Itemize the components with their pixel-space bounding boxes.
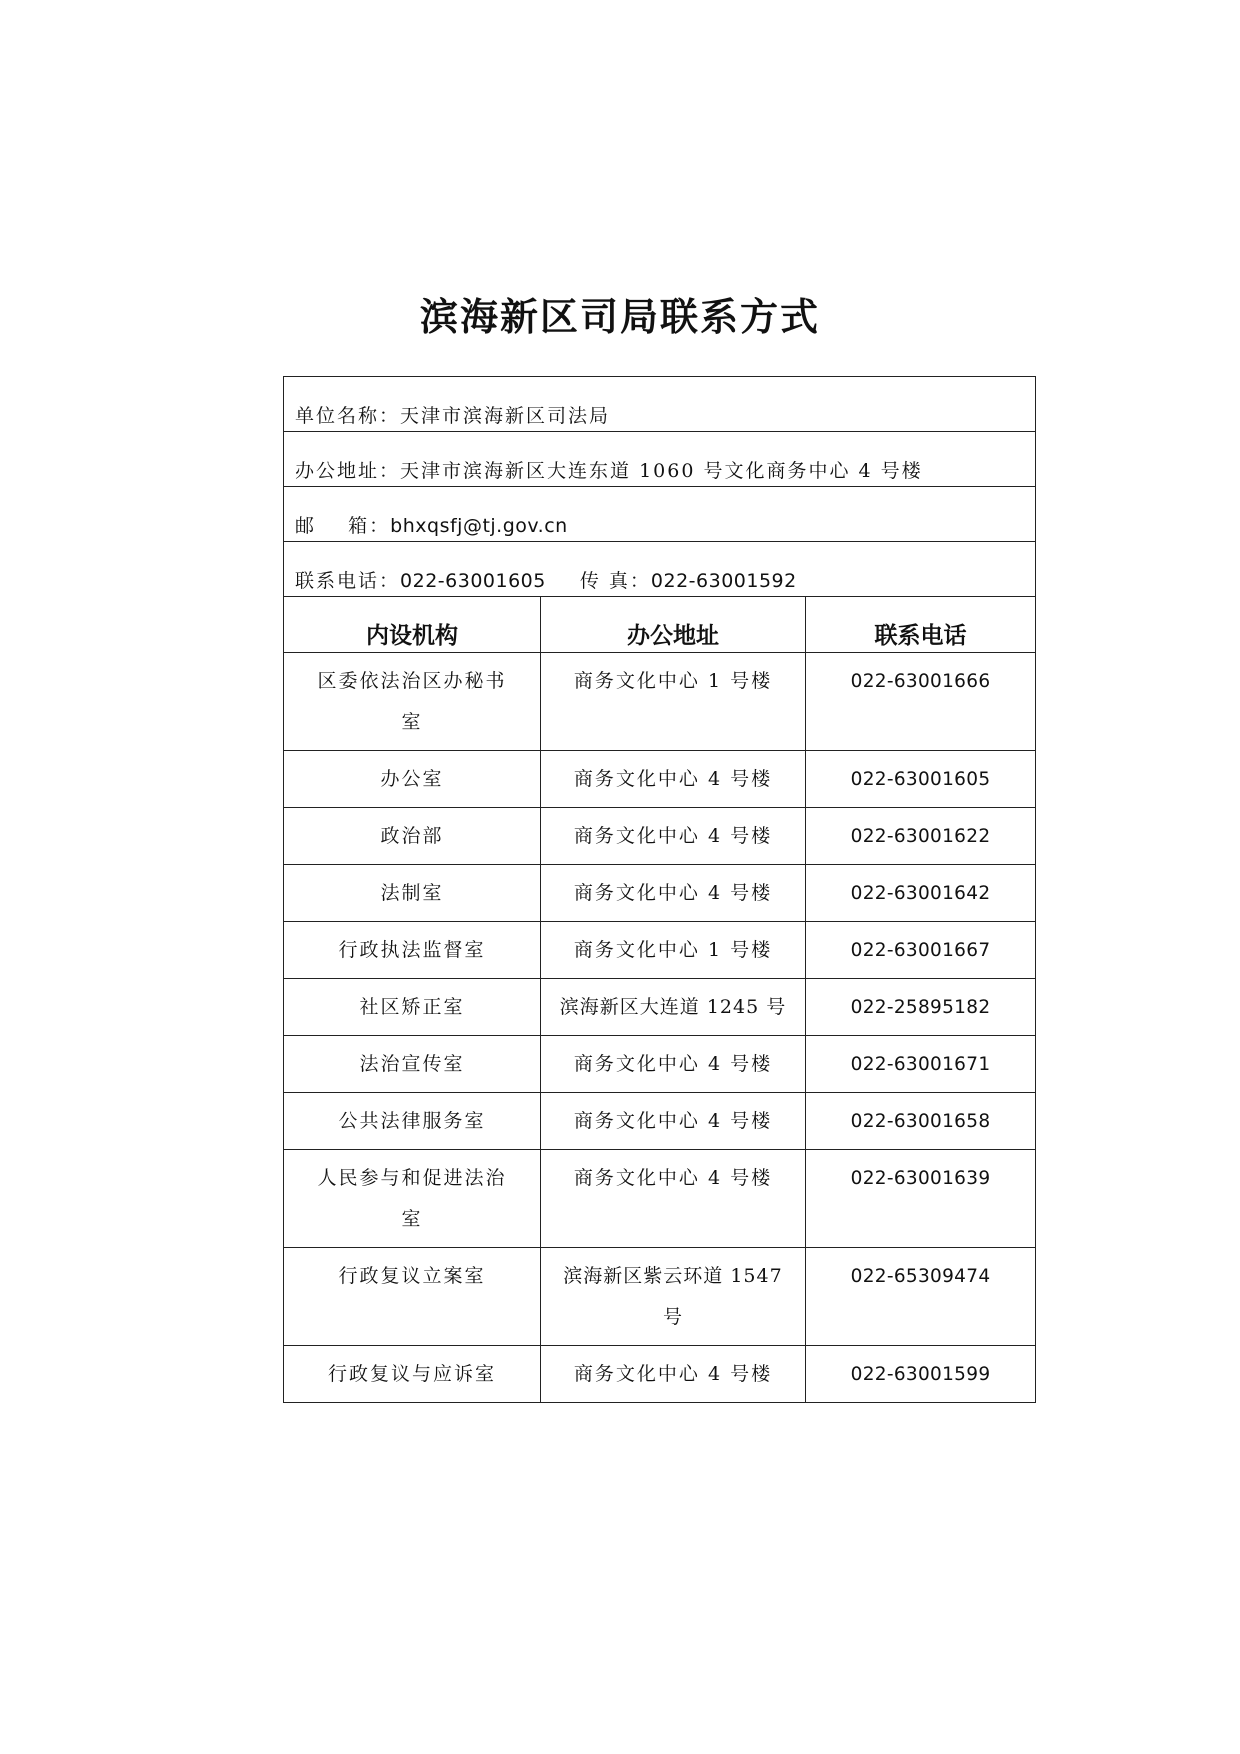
header-row	[284, 597, 1036, 653]
email-row	[284, 487, 1036, 542]
phone-number: 022-63001642	[806, 865, 1036, 922]
address-value-num: 1060	[639, 460, 696, 482]
address-cell: 滨海新区大连道 1245 号	[541, 979, 806, 1036]
dept-name: 公共法律服务室	[284, 1093, 541, 1150]
email-label: 邮 箱：	[295, 515, 391, 537]
table-row	[284, 751, 1036, 808]
table-row	[284, 865, 1036, 922]
dept-name: 人民参与和促进法治室	[317, 1167, 507, 1230]
phone-cell	[284, 542, 1036, 597]
phone-number: 022-63001671	[806, 1036, 1036, 1093]
table-row	[284, 979, 1036, 1036]
contact-table	[283, 376, 1036, 1403]
table-row	[284, 922, 1036, 979]
address-cell: 商务文化中心 4 号楼	[541, 1346, 806, 1403]
address-cell	[541, 1248, 806, 1346]
dept-name: 法治宣传室	[284, 1036, 541, 1093]
unit-label: 单位名称：	[295, 405, 401, 427]
header-phone: 联系电话	[806, 597, 1036, 653]
phone-number: 022-63001666	[806, 653, 1036, 751]
address-cell	[284, 432, 1036, 487]
address-label: 办公地址：	[295, 460, 401, 482]
dept-name: 社区矫正室	[284, 979, 541, 1036]
phone-number: 022-63001599	[806, 1346, 1036, 1403]
phone-row	[284, 542, 1036, 597]
address-cell: 商务文化中心 4 号楼	[541, 1150, 806, 1248]
address-cell: 商务文化中心 4 号楼	[541, 865, 806, 922]
fax-label: 传 真：	[579, 570, 651, 592]
table-row	[284, 653, 1036, 751]
dept-name: 法制室	[284, 865, 541, 922]
table-row	[284, 1248, 1036, 1346]
page-title: 滨海新区司局联系方式	[419, 295, 820, 339]
email-cell	[284, 487, 1036, 542]
dept-cell	[284, 653, 541, 751]
phone-number: 022-63001622	[806, 808, 1036, 865]
table-row	[284, 1036, 1036, 1093]
phone-number: 022-25895182	[806, 979, 1036, 1036]
table-row	[284, 1150, 1036, 1248]
phone-value: 022-63001605	[400, 570, 546, 592]
fax-value: 022-63001592	[650, 570, 797, 592]
dept-name: 区委依法治区办秘书室	[317, 670, 507, 733]
address-text: 滨海新区紫云环道 1547 号	[563, 1265, 783, 1328]
email-value[interactable]: bhxqsfj@tj.gov.cn	[390, 515, 568, 537]
table-row	[284, 1093, 1036, 1150]
address-cell: 商务文化中心 4 号楼	[541, 808, 806, 865]
address-value-c: 号楼	[872, 460, 923, 482]
unit-cell	[284, 377, 1036, 432]
unit-row	[284, 377, 1036, 432]
header-address: 办公地址	[541, 597, 806, 653]
dept-name: 政治部	[284, 808, 541, 865]
phone-number: 022-65309474	[806, 1248, 1036, 1346]
address-cell: 商务文化中心 4 号楼	[541, 1093, 806, 1150]
phone-number: 022-63001667	[806, 922, 1036, 979]
dept-name: 办公室	[284, 751, 541, 808]
table-row	[284, 1346, 1036, 1403]
address-cell: 商务文化中心 1 号楼	[541, 922, 806, 979]
header-dept: 内设机构	[284, 597, 541, 653]
table-row	[284, 808, 1036, 865]
dept-cell	[284, 1150, 541, 1248]
dept-name: 行政复议立案室	[284, 1248, 541, 1346]
address-value-num2: 4	[858, 460, 873, 482]
phone-number: 022-63001605	[806, 751, 1036, 808]
address-value-a: 天津市滨海新区大连东道	[400, 460, 640, 482]
address-row	[284, 432, 1036, 487]
phone-label: 联系电话：	[295, 570, 401, 592]
address-cell: 商务文化中心 4 号楼	[541, 1036, 806, 1093]
dept-name: 行政复议与应诉室	[284, 1346, 541, 1403]
dept-name: 行政执法监督室	[284, 922, 541, 979]
phone-number: 022-63001639	[806, 1150, 1036, 1248]
address-value-b: 号文化商务中心	[695, 460, 859, 482]
unit-value: 天津市滨海新区司法局	[400, 405, 611, 427]
address-cell: 商务文化中心 1 号楼	[541, 653, 806, 751]
address-cell: 商务文化中心 4 号楼	[541, 751, 806, 808]
phone-number: 022-63001658	[806, 1093, 1036, 1150]
